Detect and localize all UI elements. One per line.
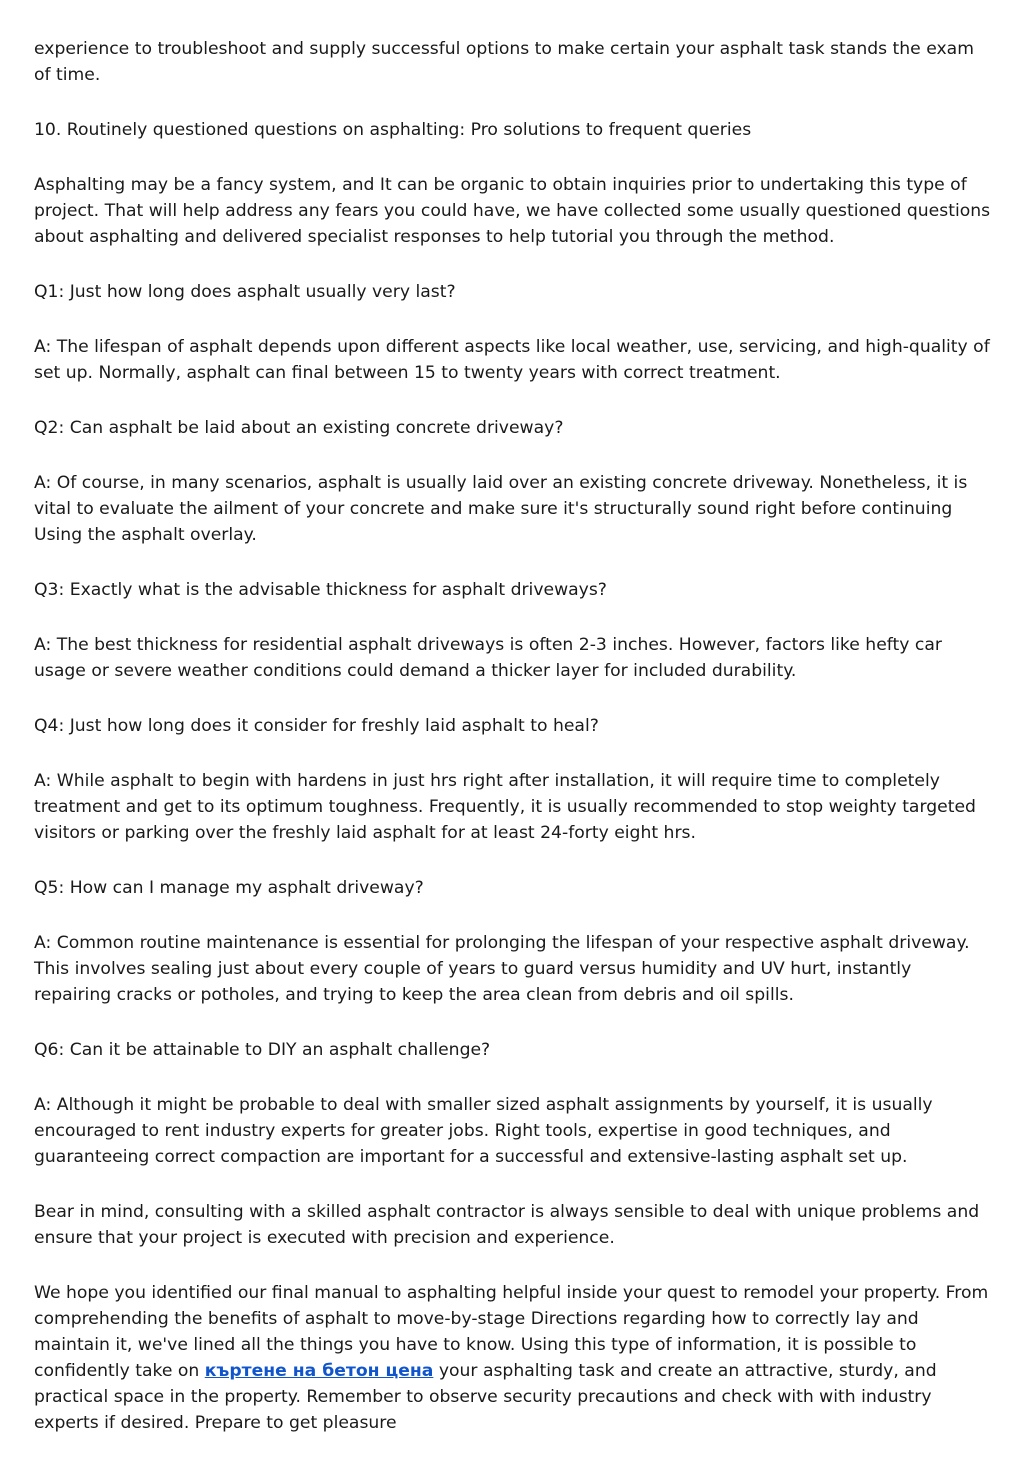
section-heading: 10. Routinely questioned questions on asphalting: Pro solutions to frequent queries bbox=[34, 120, 752, 140]
concrete-price-link[interactable]: къртене на бетон цена bbox=[204, 1361, 434, 1381]
question-2: Q2: Can asphalt be laid about an existing concrete driveway? bbox=[34, 418, 564, 438]
question-1: Q1: Just how long does asphalt usually very last? bbox=[34, 282, 456, 302]
question-5: Q5: How can I manage my asphalt driveway? bbox=[34, 878, 424, 898]
answer-1: A: The lifespan of asphalt depends upon different aspects like local weather, use, servicing, and high-quality of set up. Normally, asphalt can final between 15 to twenty years with correct treatment. bbox=[34, 337, 990, 383]
section-intro-paragraph: Asphalting may be a fancy system, and It can be organic to obtain inquiries prior to undertaking this type of project. That will help address any fears you could have, we have collected some usually questioned questions about asphalting and delivered specialist responses to help tutorial you through the method. bbox=[34, 175, 991, 247]
question-4: Q4: Just how long does it consider for freshly laid asphalt to heal? bbox=[34, 716, 599, 736]
document-page bbox=[34, 36, 992, 1465]
closing-text-after-link: your asphalting task and create an attractive, sturdy, and practical space in the property. Remember to observe security precautions and check with with industry experts if desired. Prepare to get pleasure bbox=[34, 1361, 937, 1433]
closing-paragraph bbox=[34, 1280, 992, 1436]
intro-continuation-paragraph: experience to troubleshoot and supply successful options to make certain your asphalt task stands the exam of time. bbox=[34, 39, 974, 85]
answer-3: A: The best thickness for residential asphalt driveways is often 2-3 inches. However, factors like hefty car usage or severe weather conditions could demand a thicker layer for included durability. bbox=[34, 635, 942, 681]
question-3: Q3: Exactly what is the advisable thickness for asphalt driveways? bbox=[34, 580, 607, 600]
advice-paragraph: Bear in mind, consulting with a skilled asphalt contractor is always sensible to deal with unique problems and ensure that your project is executed with precision and experience. bbox=[34, 1202, 980, 1248]
closing-text-before-link: We hope you identified our final manual to asphalting helpful inside your quest to remodel your property. From comprehending the benefits of asphalt to move-by-stage Directions regarding how to correctly lay and maintain it, we've lined all the things you have to know. Using this type of information, it is possible to confidently take on bbox=[34, 1283, 989, 1381]
answer-6: A: Although it might be probable to deal with smaller sized asphalt assignments by yourself, it is usually encouraged to rent industry experts for greater jobs. Right tools, expertise in good techniques, and guaranteeing correct compaction are important for a successful and extensive-lasting asphalt set up. bbox=[34, 1095, 933, 1167]
answer-4: A: While asphalt to begin with hardens in just hrs right after installation, it will require time to completely treatment and get to its optimum toughness. Frequently, it is usually recommended to stop weighty targeted visitors or parking over the freshly laid asphalt for at least 24-forty eight hrs. bbox=[34, 771, 976, 843]
answer-2: A: Of course, in many scenarios, asphalt is usually laid over an existing concrete driveway. Nonetheless, it is vital to evaluate the ailment of your concrete and make sure it's structurally sound right before continuing Using the asphalt overlay. bbox=[34, 473, 968, 545]
answer-5: A: Common routine maintenance is essential for prolonging the lifespan of your respective asphalt driveway. This involves sealing just about every couple of years to guard versus humidity and UV hurt, instantly repairing cracks or potholes, and trying to keep the area clean from debris and oil spills. bbox=[34, 933, 970, 1005]
question-6: Q6: Can it be attainable to DIY an asphalt challenge? bbox=[34, 1040, 491, 1060]
